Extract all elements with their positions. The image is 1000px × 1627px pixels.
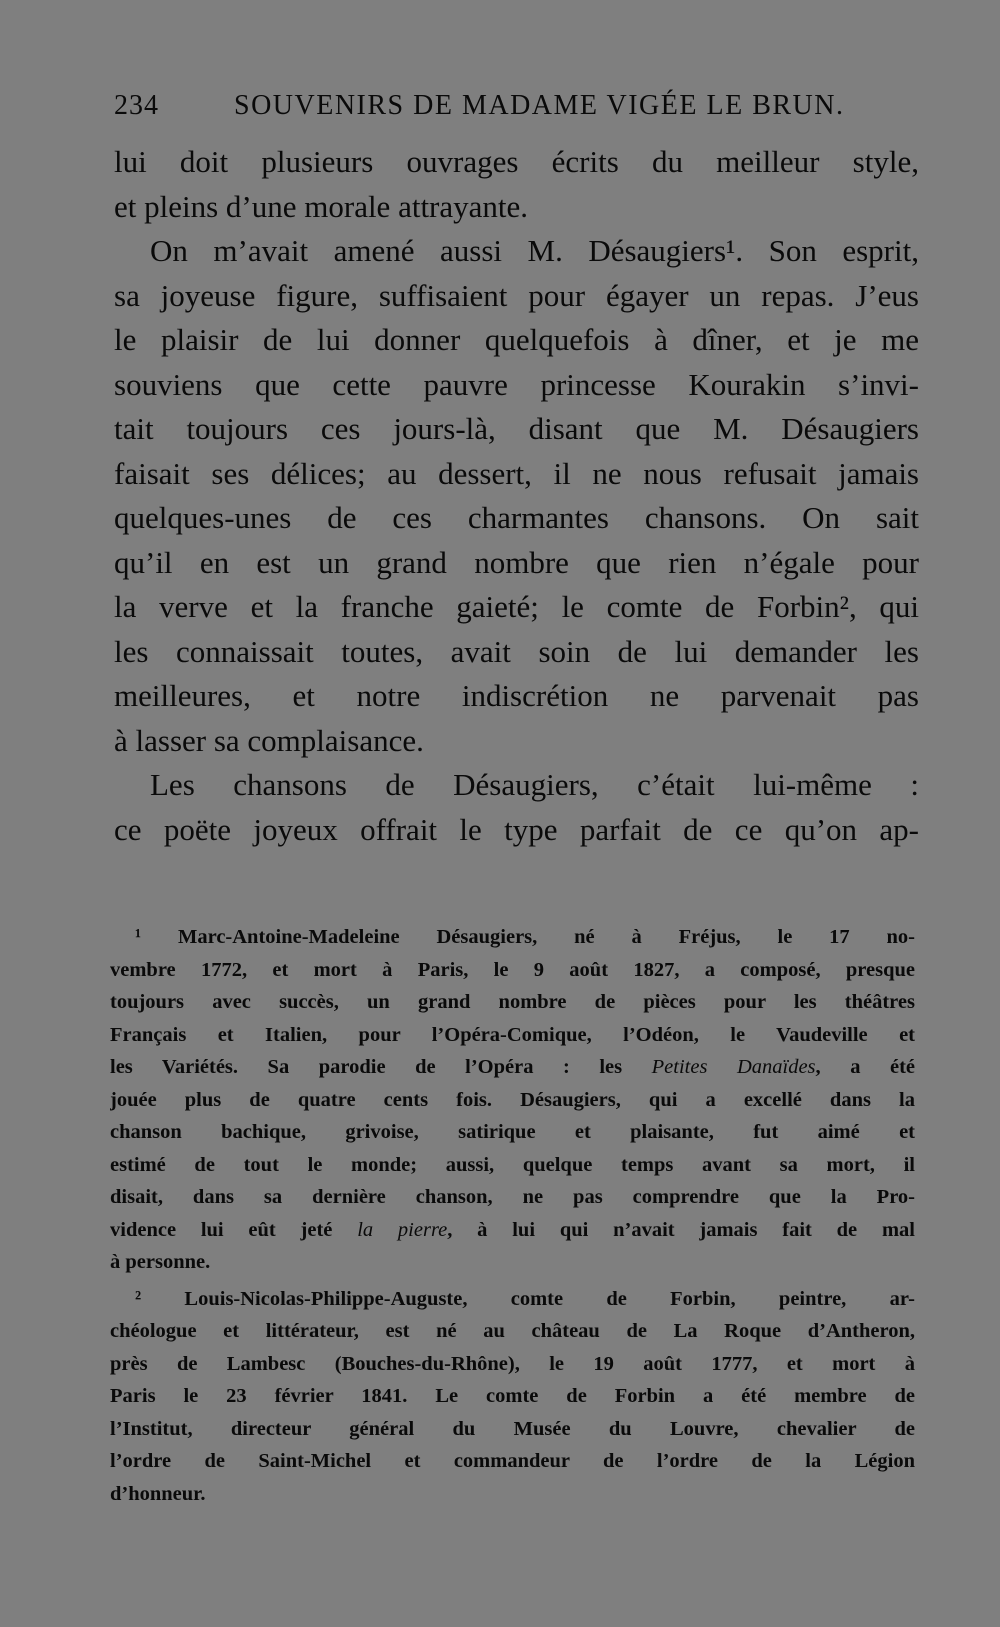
footnote-text: vidence lui eût jeté bbox=[110, 1218, 358, 1241]
footnote-line bbox=[110, 1051, 915, 1084]
body-line: On m’avait amené aussi M. Désaugiers¹. Son esprit, bbox=[150, 233, 919, 268]
footnote-line: toujours avec succès, un grand nombre de pièces pour les théâtres bbox=[110, 991, 915, 1013]
footnote-line: jouée plus de quatre cents fois. Désaugiers, qui a excellé dans la bbox=[110, 1088, 915, 1111]
footnote-text: les Variétés. Sa parodie de l’Opéra : les bbox=[110, 1056, 652, 1078]
footnote-line: près de Lambesc (Bouches-du-Rhône), le 19 août 1777, et mort à bbox=[110, 1352, 915, 1375]
footnotes bbox=[110, 921, 915, 1510]
footnote-line: ¹ Marc-Antoine-Madeleine Désaugiers, né à Fréjus, le 17 no- bbox=[135, 926, 915, 948]
footnote-line: d’honneur. bbox=[110, 1482, 206, 1505]
body-line: et pleins d’une morale attrayante. bbox=[114, 188, 529, 224]
footnote-line: l’ordre de Saint-Michel et commandeur de l’ordre de la Légion bbox=[110, 1450, 915, 1472]
body-line: meilleures, et notre indiscrétion ne parvenait pas bbox=[114, 678, 919, 713]
body-line: souviens que cette pauvre princesse Kourakin s’invi- bbox=[114, 366, 919, 402]
page-number: 234 bbox=[114, 90, 159, 121]
body-line: à lasser sa complaisance. bbox=[114, 722, 424, 758]
body-line: lui doit plusieurs ouvrages écrits du meilleur style, bbox=[114, 144, 919, 179]
body-line: sa joyeuse figure, suffisaient pour égayer un repas. J’eus bbox=[114, 277, 919, 313]
footnote-line: Paris le 23 février 1841. Le comte de Forbin a été membre de bbox=[110, 1385, 915, 1407]
body-line: Les chansons de Désaugiers, c’était lui-même : bbox=[150, 767, 919, 802]
footnote-text: , à lui qui n’avait jamais fait de mal bbox=[447, 1218, 915, 1241]
footnote-line bbox=[110, 1214, 915, 1247]
footnote-line: ² Louis-Nicolas-Philippe-Auguste, comte de Forbin, peintre, ar- bbox=[135, 1287, 915, 1310]
body-line: qu’il en est un grand nombre que rien n’égale pour bbox=[114, 544, 919, 580]
footnote-line: estimé de tout le monde; aussi, quelque temps avant sa mort, il bbox=[110, 1153, 915, 1176]
body-line: tait toujours ces jours-là, disant que M. Désaugiers bbox=[114, 411, 919, 446]
body-line: quelques-unes de ces charmantes chansons. On sait bbox=[114, 500, 919, 535]
footnote-text: , a été bbox=[815, 1056, 915, 1078]
footnote-italic-phrase: la pierre bbox=[357, 1218, 448, 1241]
footnote-line: chanson bachique, grivoise, satirique et plaisante, fut aimé et bbox=[110, 1121, 915, 1143]
body-line: le plaisir de lui donner quelquefois à dîner, et je me bbox=[114, 322, 919, 357]
body-line: la verve et la franche gaieté; le comte de Forbin², qui bbox=[114, 589, 919, 624]
running-title: SOUVENIRS DE MADAME VIGÉE LE BRUN. bbox=[234, 90, 845, 121]
footnote-line: chéologue et littérateur, est né au château de La Roque d’Antheron, bbox=[110, 1320, 915, 1342]
body-text bbox=[114, 140, 919, 852]
footnote-italic-title: Petites Danaïdes bbox=[651, 1056, 816, 1078]
body-line: ce poëte joyeux offrait le type parfait de ce qu’on ap- bbox=[114, 811, 919, 847]
footnote-line: Français et Italien, pour l’Opéra-Comique, l’Odéon, le Vaudeville et bbox=[110, 1023, 915, 1046]
footnote-line: à personne. bbox=[110, 1251, 211, 1273]
footnote-line: l’Institut, directeur général du Musée du Louvre, chevalier de bbox=[110, 1417, 915, 1440]
footnote-line: disait, dans sa dernière chanson, ne pas comprendre que la Pro- bbox=[110, 1186, 915, 1208]
body-line: faisait ses délices; au dessert, il ne nous refusait jamais bbox=[114, 455, 919, 491]
footnote-line: vembre 1772, et mort à Paris, le 9 août 1827, a composé, presque bbox=[110, 958, 915, 981]
running-head bbox=[114, 90, 914, 130]
body-line: les connaissait toutes, avait soin de lui demander les bbox=[114, 633, 919, 669]
